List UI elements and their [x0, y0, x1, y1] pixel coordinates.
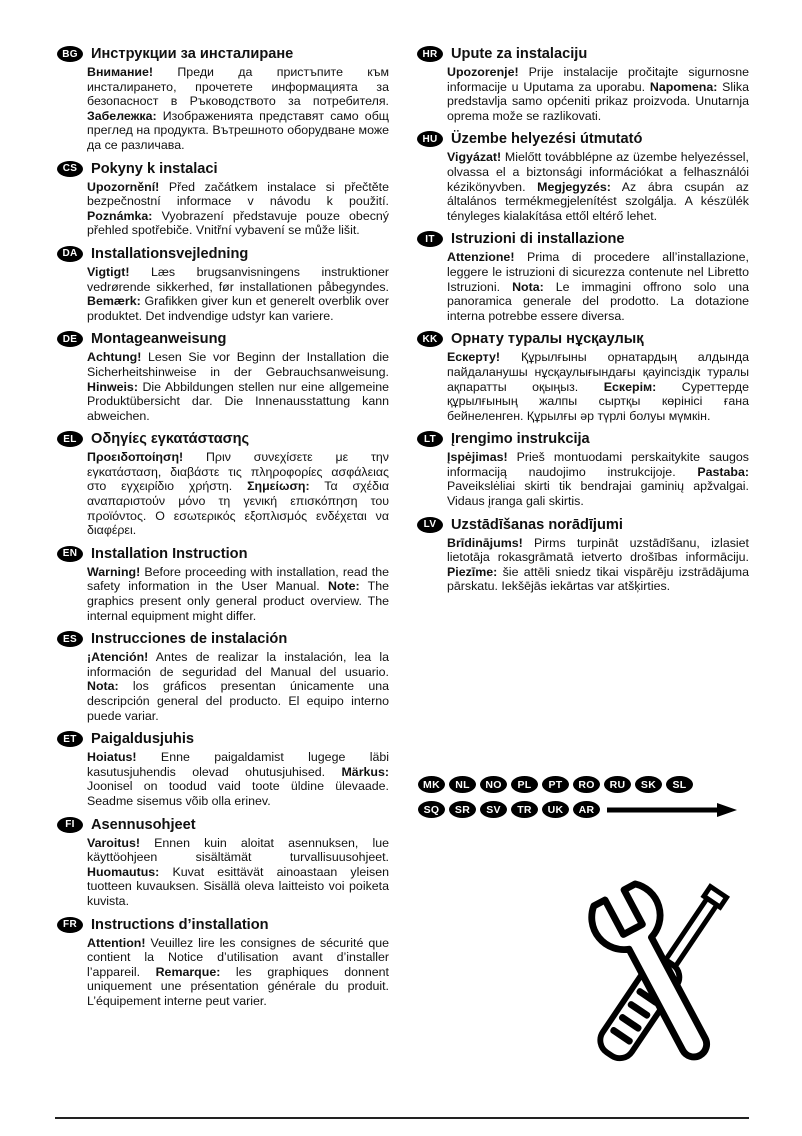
language-code-badge: TR: [511, 801, 538, 818]
language-code-badge: CS: [57, 161, 83, 177]
language-section-es: [57, 631, 389, 723]
language-section-en: [57, 546, 389, 623]
section-header: [57, 46, 389, 62]
section-header: [57, 917, 389, 933]
section-title: Įrengimo instrukcija: [451, 431, 590, 448]
right-arrow-icon: [607, 802, 737, 818]
section-header: [57, 246, 389, 262]
language-code-badge: RU: [604, 776, 631, 793]
section-body: Προειδοποίηση! Πριν συνεχίσετε με την εγκατάσταση, διαβάστε τις πληροφορίες ασφάλειας στο εγχειρίδιο χρήστη. Σημείωση: Τα σχέδια αναπαριστούν μόνο τη γενική επισκόπηση του προϊόντος. Ο εσωτερικός εξοπλισμός ενδέχεται να διαφέρει.: [87, 450, 389, 538]
language-code-badge: LV: [417, 517, 443, 533]
section-header: [57, 431, 389, 447]
language-section-lv: [417, 517, 749, 594]
section-body: Vigtigt! Læs brugsanvisningens instruktioner vedrørende sikkerhed, før installationen påbegyndes. Bemærk: Grafikken giver kun et generelt overblik over produktet. Det indvendige udstyr kan variere.: [87, 264, 389, 323]
column-left: [57, 46, 389, 1017]
section-header: [57, 731, 389, 747]
more-languages-row-2: [418, 801, 737, 818]
section-body: ¡Atención! Antes de realizar la instalación, lea la información de seguridad del Manual del usuario. Nota: los gráficos presentan únicamente una descripción general del producto. El equipo interno puede variar.: [87, 650, 389, 723]
language-code-badge: RO: [573, 776, 600, 793]
section-body: Ескерту! Құрылғыны орнатардың алдында пайдаланушы нұсқаулығындағы қауіпсіздік туралы ақпаратты оқыңыз. Ескерім: Суреттерде құрылғының жалпы сыртқы көрінісі ғана бейнеленген. Құрылғы әр түрлі болуы мүмкін.: [447, 350, 750, 423]
section-body: Įspėjimas! Prieš montuodami perskaitykite saugos informaciją naudojimo instrukcijoje. Pastaba: Paveikslėliai skirti tik bendrajai gaminių apžvalgai. Vidaus įranga gali skirtis.: [447, 450, 749, 509]
section-body: Varoitus! Ennen kuin aloitat asennuksen, lue käyttöohjeen sisältämät turvallisuusohjeet. Huomautus: Kuvat esittävät ainoastaan yleisen tuotteen kuvauksen. Sisällä oleva laitteisto voi poiketa kuvista.: [87, 835, 389, 908]
section-header: [417, 517, 749, 533]
language-code-badge: PL: [511, 776, 538, 793]
section-header: [57, 161, 389, 177]
language-section-it: [417, 231, 749, 323]
language-code-badge: HU: [417, 131, 443, 147]
language-section-et: [57, 731, 389, 808]
language-code-badge: SL: [666, 776, 693, 793]
section-body: Vigyázat! Mielőtt továbblépne az üzembe helyezéssel, olvassa el a biztonsági információkat a felhasználói kézikönyvben. Megjegyzés: Az ábra csupán az általános termékmegjelenítést szolgálja. A készülék tényleges kialakítása ettől eltérő lehet.: [447, 150, 749, 223]
section-header: [57, 331, 389, 347]
language-section-cs: [57, 161, 389, 238]
more-languages-row-1: [418, 776, 737, 793]
section-title: Üzembe helyezési útmutató: [451, 131, 643, 148]
section-title: Instructions d’installation: [91, 916, 269, 933]
language-code-badge: ET: [57, 731, 83, 747]
language-code-badge: PT: [542, 776, 569, 793]
section-body: Attention! Veuillez lire les consignes de sécurité que contient la Notice d’utilisation avant d’installer l’appareil. Remarque: les graphiques donnent uniquement une présentation générale du produit. L’équipement interne peut varier.: [87, 935, 389, 1008]
language-section-bg: [57, 46, 389, 153]
section-title: Инструкции за инсталиране: [91, 46, 294, 62]
section-title: Installation Instruction: [91, 545, 248, 562]
language-section-hr: [417, 46, 749, 123]
section-title: Uzstādīšanas norādījumi: [451, 516, 623, 533]
language-code-badge: KK: [417, 331, 443, 347]
language-code-badge: ES: [57, 631, 83, 647]
language-code-badge: DE: [57, 331, 83, 347]
language-code-badge: AR: [573, 801, 600, 818]
section-body: Hoiatus! Enne paigaldamist lugege läbi kasutusjuhendis olevad ohutusjuhised. Märkus: Joonisel on toodud vaid toote üldine ülevaade. Seadme sisemus võib olla erinev.: [87, 750, 389, 808]
language-code-badge: SK: [635, 776, 662, 793]
section-title: Montageanweisung: [91, 331, 227, 348]
more-languages: [418, 776, 737, 826]
language-code-badge: SQ: [418, 801, 445, 818]
section-header: [417, 331, 749, 347]
section-title: Upute za instalaciju: [451, 46, 588, 62]
language-section-fi: [57, 817, 389, 909]
language-code-badge: FI: [57, 817, 83, 833]
language-code-badge: SR: [449, 801, 476, 818]
language-code-badge: UK: [542, 801, 569, 818]
language-section-fr: [57, 917, 389, 1009]
language-section-de: [57, 331, 389, 423]
section-header: [57, 631, 389, 647]
language-code-badge: DA: [57, 246, 83, 262]
language-code-badge: MK: [418, 776, 445, 793]
section-title: Pokyny k instalaci: [91, 160, 218, 177]
language-code-badge: HR: [417, 46, 443, 62]
section-header: [417, 231, 749, 247]
language-code-badge: EN: [57, 546, 83, 562]
wrench-screwdriver-icon: [552, 872, 767, 1087]
section-title: Орнату туралы нұсқаулық: [451, 331, 644, 348]
language-code-badge: LT: [417, 431, 443, 447]
section-title: Istruzioni di installazione: [451, 231, 625, 248]
section-body: Внимание! Преди да пристъпите към инсталирането, прочетете информацията за безопасност в Ръководството за потребителя. Забележка: Изображенията представят само общ преглед на продукта. Вътрешното оборудване може да се различава.: [87, 65, 389, 152]
language-code-badge: SV: [480, 801, 507, 818]
language-code-badge: NO: [480, 776, 507, 793]
section-title: Paigaldusjuhis: [91, 731, 194, 748]
section-body: Brīdinājums! Pirms turpināt uzstādīšanu, izlasiet lietotāja rokasgrāmatā ietverto drošības informāciju. Piezīme: šie attēli sniedz tikai vispārēju izstrādājuma pārskatu. Iekšējās iekārtas var atšķirties.: [447, 535, 749, 594]
section-body: Upozorenje! Prije instalacije pročitajte sigurnosne informacije u Uputama za uporabu. Napomena: Slika predstavlja samo općeniti prikaz proizvoda. Unutarnja oprema može se razlikovati.: [447, 65, 749, 123]
language-code-badge: NL: [449, 776, 476, 793]
section-header: [57, 546, 389, 562]
section-title: Instrucciones de instalación: [91, 631, 288, 648]
section-title: Asennusohjeet: [91, 816, 196, 833]
section-title: Installationsvejledning: [91, 245, 249, 262]
content-columns: [57, 46, 749, 1017]
bottom-rule: [55, 1117, 749, 1119]
language-code-badge: IT: [417, 231, 443, 247]
section-body: Attenzione! Prima di procedere all’installazione, leggere le istruzioni di sicurezza contenute nel Libretto Istruzioni. Nota: Le immagini offrono solo una panoramica generale del prodotto. La dotazione interna potrebbe essere diversa.: [447, 250, 750, 323]
section-body: Achtung! Lesen Sie vor Beginn der Installation die Sicherheitshinweise in der Gebrauchsanweisung. Hinweis: Die Abbildungen stellen nur eine allgemeine Produktübersicht dar. Die Innenausstattung kann abweichen.: [87, 350, 389, 423]
language-section-el: [57, 431, 389, 538]
section-header: [417, 46, 749, 62]
section-title: Οδηγίες εγκατάστασης: [91, 431, 250, 448]
language-code-badge: BG: [57, 46, 83, 62]
language-code-badge: FR: [57, 917, 83, 933]
language-section-hu: [417, 131, 749, 223]
section-header: [417, 431, 749, 447]
column-right: [417, 46, 749, 1017]
language-code-badge: EL: [57, 431, 83, 447]
section-body: Upozornění! Před začátkem instalace si přečtěte bezpečnostní informace v návodu k použití. Poznámka: Vyobrazení představuje pouze obecný přehled spotřebiče. Vnitřní vybavení se může lišit.: [87, 179, 389, 238]
section-header: [417, 131, 749, 147]
language-section-lt: [417, 431, 749, 508]
language-section-da: [57, 246, 389, 323]
section-header: [57, 817, 389, 833]
section-body: Warning! Before proceeding with installation, read the safety information in the User Manual. Note: The graphics present only general product overview. The internal equipment might differ.: [87, 564, 389, 623]
language-section-kk: [417, 331, 749, 423]
